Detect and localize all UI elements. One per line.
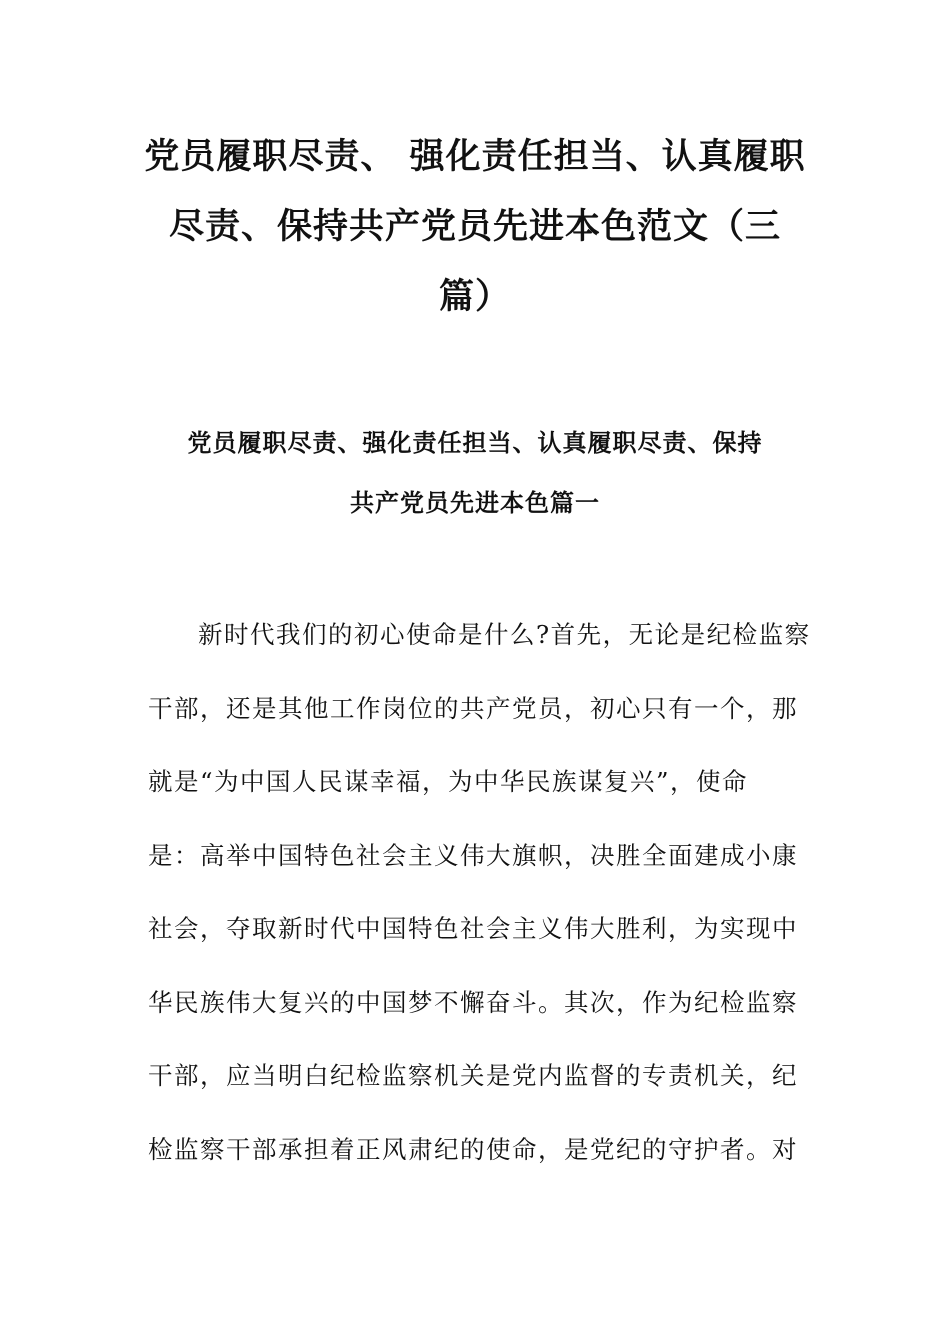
section-heading-line: 共产党员先进本色篇一 [350,489,600,517]
body-line: 干部，还是其他工作岗位的共产党员，初心只有一个，那 [148,693,798,723]
title-line: 尽责、保持共产党员先进本色范文（三 [168,207,781,247]
body-line: 是：高举中国特色社会主义伟大旗帜，决胜全面建成小康 [148,840,798,870]
body-line: 社会，夺取新时代中国特色社会主义伟大胜利，为实现中 [148,914,798,943]
title-line: 篇） [438,277,511,317]
section-heading-line: 党员履职尽责、强化责任担当、认真履职尽责、保持 [187,429,763,457]
body-line: 检监察干部承担着正风肃纪的使命，是党纪的守护者。对 [148,1134,798,1164]
body-line: 就是“为中国人民谋幸福，为中华民族谋复兴”，使命 [148,767,749,796]
body-line: 新时代我们的初心使命是什么?首先，无论是纪检监察 [198,620,811,649]
document-title [130,122,820,332]
body-line: 干部，应当明白纪检监察机关是党内监督的专责机关，纪 [148,1061,798,1090]
body-line: 华民族伟大复兴的中国梦不懈奋斗。其次，作为纪检监察 [148,987,798,1017]
title-line: 党员履职尽责、 强化责任担当、认真履职 [144,137,806,177]
section-heading [140,413,810,533]
body-paragraph [148,598,811,1186]
